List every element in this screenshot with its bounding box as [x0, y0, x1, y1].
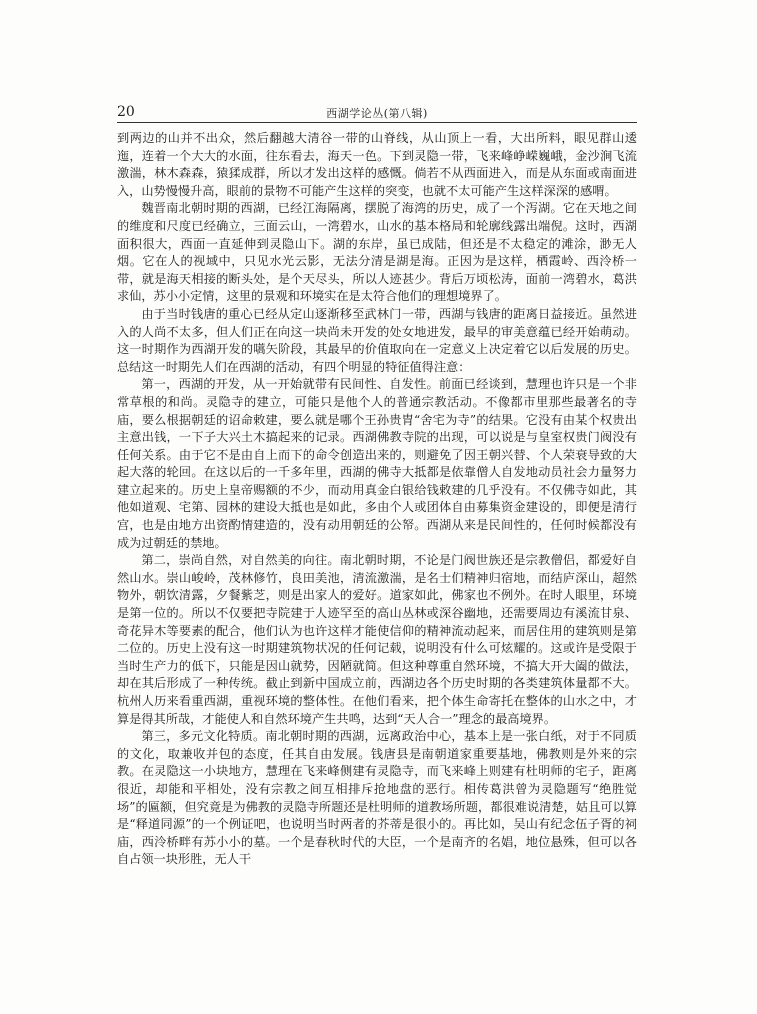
page-header	[117, 104, 637, 124]
paragraph-continued: 到两边的山并不出众，然后翻越大清谷一带的山脊线，从山顶上一看，大出所料，眼见群山逶迤，连着一个大大的水面，往东看去，海天一色。下到灵隐一带，飞来峰峥嵘巍峨，金沙涧飞流激湍，林木森森，猿猱成群，所以才发出这样的感慨。倘若不从西面进入，而是从东面或南面进入，山势慢慢升高，眼前的景物不可能产生这样的突变，也就不太可能产生这样深深的感喟。	[117, 131, 637, 198]
paragraph: 魏晋南北朝时期的西湖，已经江海隔离，摆脱了海湾的历史，成了一个泻湖。它在天地之间的维度和尺度已经确立，三面云山，一湾碧水，山水的基本格局和轮廓线露出端倪。这时，西湖面积很大，西面一直延伸到灵隐山下。湖的东岸，虽已成陆，但还是不太稳定的滩涂，渺无人烟。它在人的视域中，只见水光云影，无法分清是湖是海。正因为是这样，栖霞岭、西泠桥一带，就是海天相接的断头处，是个天尽头，所以人迹甚少。背后万顷松涛，面前一湾碧水，葛洪求仙，苏小小定情，这里的景观和环境实在是太符合他们的理想境界了。	[117, 201, 637, 304]
body-text	[117, 130, 637, 869]
paragraph: 第一，西湖的开发，从一开始就带有民间性、自发性。前面已经谈到，慧理也许只是一个非常草根的和尚。灵隐寺的建立，可能只是他个人的普通宗教活动。不像都市里那些最著名的寺庙，要么根据朝廷的诏命敕建，要么就是哪个王孙贵胄“舍宅为寺”的结果。它没有由某个权贵出主意出钱，一下子大兴土木搞起来的记录。西湖佛教寺院的出现，可以说是与皇室权贵门阀没有任何关系。由于它不是由自上而下的命令创造出来的，则避免了因王朝兴替、个人荣衰导致的大起大落的轮回。在这以后的一千多年里，西湖的佛寺大抵都是依靠僧人自发地动员社会力量努力建立起来的。历史上皇帝赐额的不少，而动用真金白银给钱敕建的几乎没有。不仅佛寺如此，其他如道观、宅第、园林的建设大抵也是如此，多由个人或团体自由募集资金建设的，即便是清行宫，也是由地方出资酌情建造的，没有动用朝廷的公帑。西湖从来是民间性的，任何时候都没有成为过朝廷的禁地。	[117, 377, 637, 550]
page-number: 20	[117, 104, 135, 120]
paragraph: 由于当时钱唐的重心已经从定山逐渐移至武林门一带，西湖与钱唐的距离日益接近。虽然进入的人尚不太多，但人们正在向这一块尚未开发的处女地进发，最早的审美意蕴已经开始萌动。这一时期作为西湖开发的嚆矢阶段，其最早的价值取向在一定意义上决定着它以后发展的历史。总结这一时期先人们在西湖的活动，有四个明显的特征值得注意：	[117, 306, 637, 374]
paragraph: 第三，多元文化特质。南北朝时期的西湖，远离政治中心，基本上是一张白纸，对于不同质的文化，取兼收并包的态度，任其自由发展。钱唐县是南朝道家重要基地，佛教则是外来的宗教。在灵隐这一小块地方，慧理在飞来峰侧建有灵隐寺，而飞来峰上则建有杜明师的宅子，距离很近，却能和平相处，没有宗教之间互相排斥抢地盘的恶行。相传葛洪曾为灵隐题写“绝胜觉场”的匾额，但究竟是为佛教的灵隐寺所题还是杜明师的道教场所题，都很难说清楚，姑且可以算是“释道同源”的一个例证吧，也说明当时两者的芥蒂是很小的。再比如，吴山有纪念伍子胥的祠庙，西泠桥畔有苏小小的墓。一个是春秋时代的大臣，一个是南齐的名娼，地位悬殊，但可以各自占领一块形胜，无人干	[117, 729, 637, 867]
paragraph: 第二，崇尚自然，对自然美的向往。南北朝时期，不论是门阀世族还是宗教僧侣，都爱好自然山水。崇山峻岭，茂林修竹，良田美池，清流激湍，是名士们精神归宿地，而结庐深山，超然物外，朝饮清露，夕餐紫芝，则是出家人的爱好。道家如此，佛家也不例外。在时人眼里，环境是第一位的。所以不仅要把寺院建于人迹罕至的高山丛林或深谷幽地，还需要周边有溪流甘泉、奇花异木等要素的配合，他们认为也许这样才能使信仰的精神流动起来，而居住用的建筑则是第二位的。历史上没有这一时期建筑物状况的任何记载，说明没有什么可炫耀的。这或许是受限于当时生产力的低下，只能是因山就势，因陋就简。但这种尊重自然环境，不搞大开大阖的做法，却在其后形成了一种传统。截止到新中国成立前，西湖边各个历史时期的各类建筑体量都不大。杭州人历来看重西湖，重视环境的整体性。在他们看来，把个体生命寄托在整体的山水之中，才算是得其所哉，才能使人和自然环境产生共鸣，达到“天人合一”理念的最高境界。	[117, 553, 637, 726]
header-rule	[117, 122, 637, 123]
running-title: 西湖学论丛(第八辑)	[326, 107, 428, 120]
